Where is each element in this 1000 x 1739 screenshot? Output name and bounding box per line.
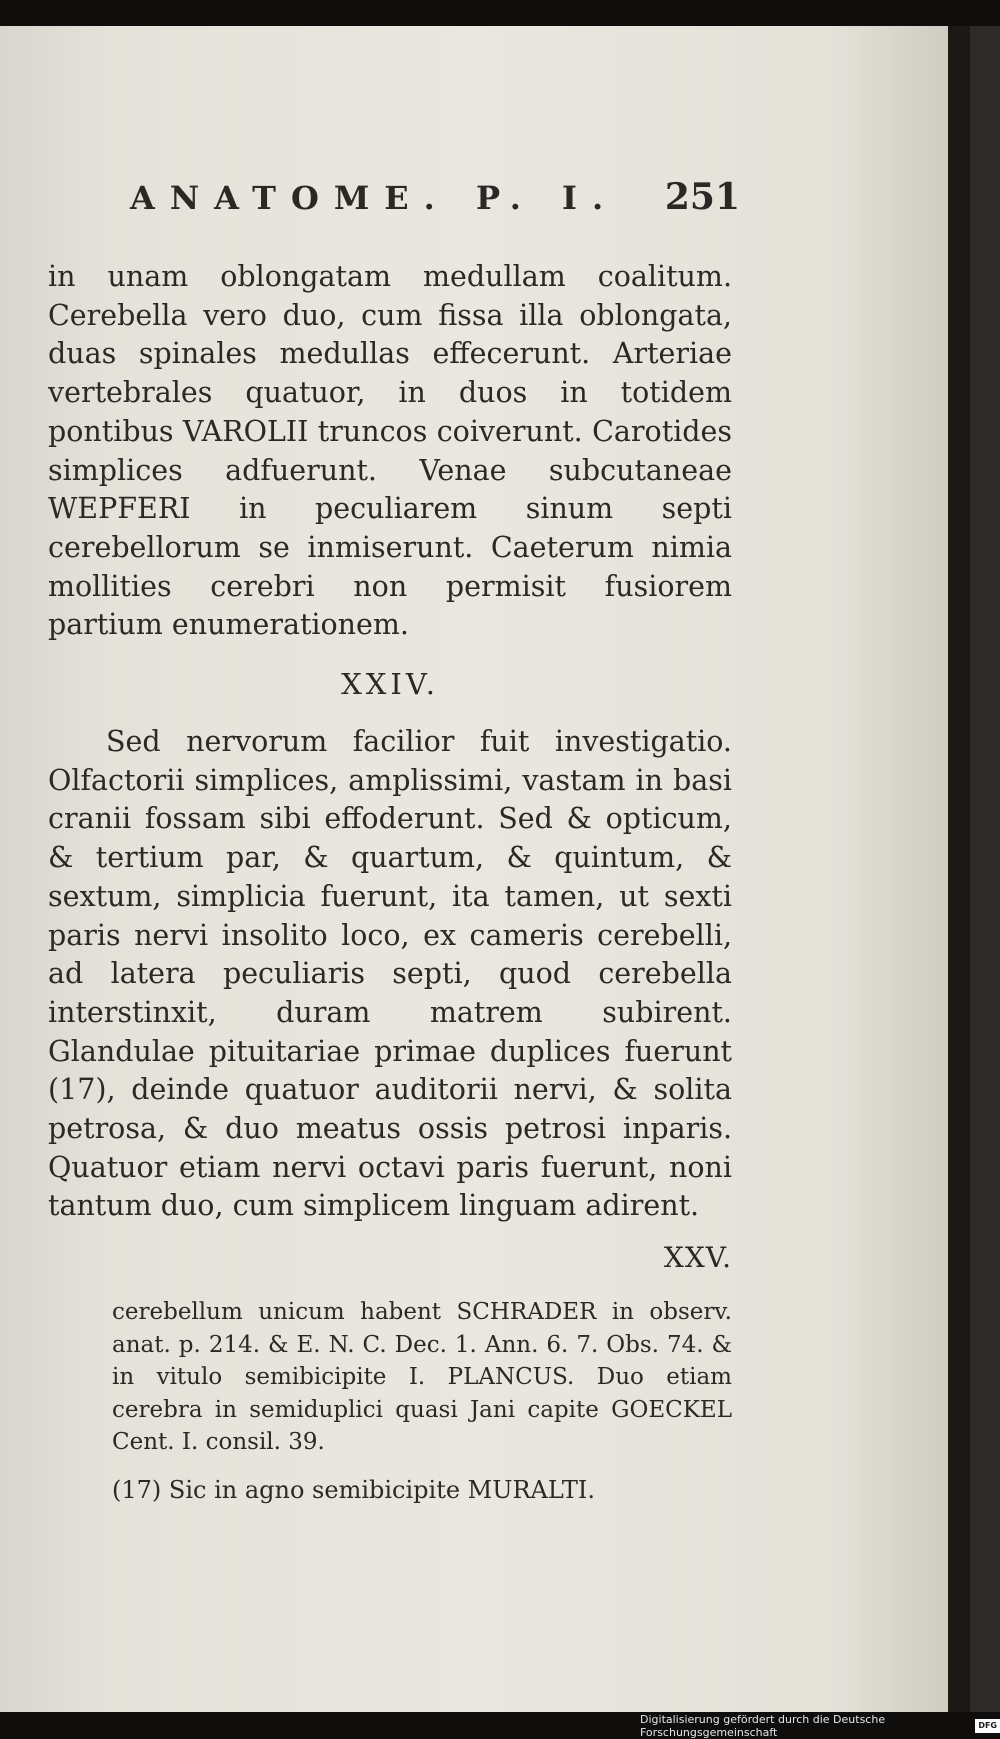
- footnote-continued: cerebellum unicum habent SCHRADER in observ. anat. p. 214. & E. N. C. Dec. 1. Ann. 6. 7. Obs. 74. & in vitulo semibicipite I. PLANCUS. Duo etiam cerebra in semiduplici quasi Jani capite GOECKEL Cent. I. consil. 39.: [112, 1299, 732, 1456]
- scan-edge-grey: [970, 26, 1000, 1712]
- paragraph-2: Sed nervorum facilior fuit investigatio. Olfactorii simplices, amplissimi, vastam in basi cranii fossam sibi effoderunt. Sed & opticum, & tertium par, & quartum, & quintum, & sextum, simplicia fuerunt, ita tamen, ut sexti paris nervi insolito loco, ex cameris cerebelli, ad latera peculiaris septi, quod cerebella interstinxit, duram matrem subirent. Glandulae pituitariae primae duplices fuerunt (17), deinde quatuor auditorii nervi, & solita petrosa, & duo meatus ossis petrosi inparis. Quatuor etiam nervi octavi paris fuerunt, noni tantum duo, cum simplicem linguam adirent.: [48, 725, 732, 1223]
- page-header: [130, 176, 740, 226]
- section-heading: XXIV.: [341, 667, 439, 702]
- page-body: [48, 258, 732, 1507]
- footnote-17: (17) Sic in agno semibicipite MURALTI.: [112, 1475, 595, 1504]
- book-page: [0, 26, 948, 1712]
- running-head: ANATOME. P. I.: [130, 179, 619, 217]
- paragraph-1: in unam oblongatam medullam coalitum. Cerebella vero duo, cum fissa illa oblongata, duas spinales medullas effecerunt. Arteriae vertebrales quatuor, in duos in totidem pontibus VAROLII truncos coiverunt. Carotides simplices adfuerunt. Venae subcutaneae WEPFERI in peculiarem sinum septi cerebellorum se inmiserunt. Caeterum nimia mollities cerebri non permisit fusiorem partium enumerationem.: [48, 260, 732, 642]
- credit-text: Digitalisierung gefördert durch die Deutsche Forschungsgemeinschaft: [640, 1713, 886, 1739]
- catchword: XXV.: [663, 1241, 732, 1275]
- dfg-logo-icon: DFG: [975, 1719, 1000, 1733]
- footnotes: [48, 1296, 732, 1507]
- digitization-credit: [640, 1713, 1000, 1739]
- scan-edge-dark: [948, 26, 970, 1712]
- page-number: 251: [664, 176, 740, 218]
